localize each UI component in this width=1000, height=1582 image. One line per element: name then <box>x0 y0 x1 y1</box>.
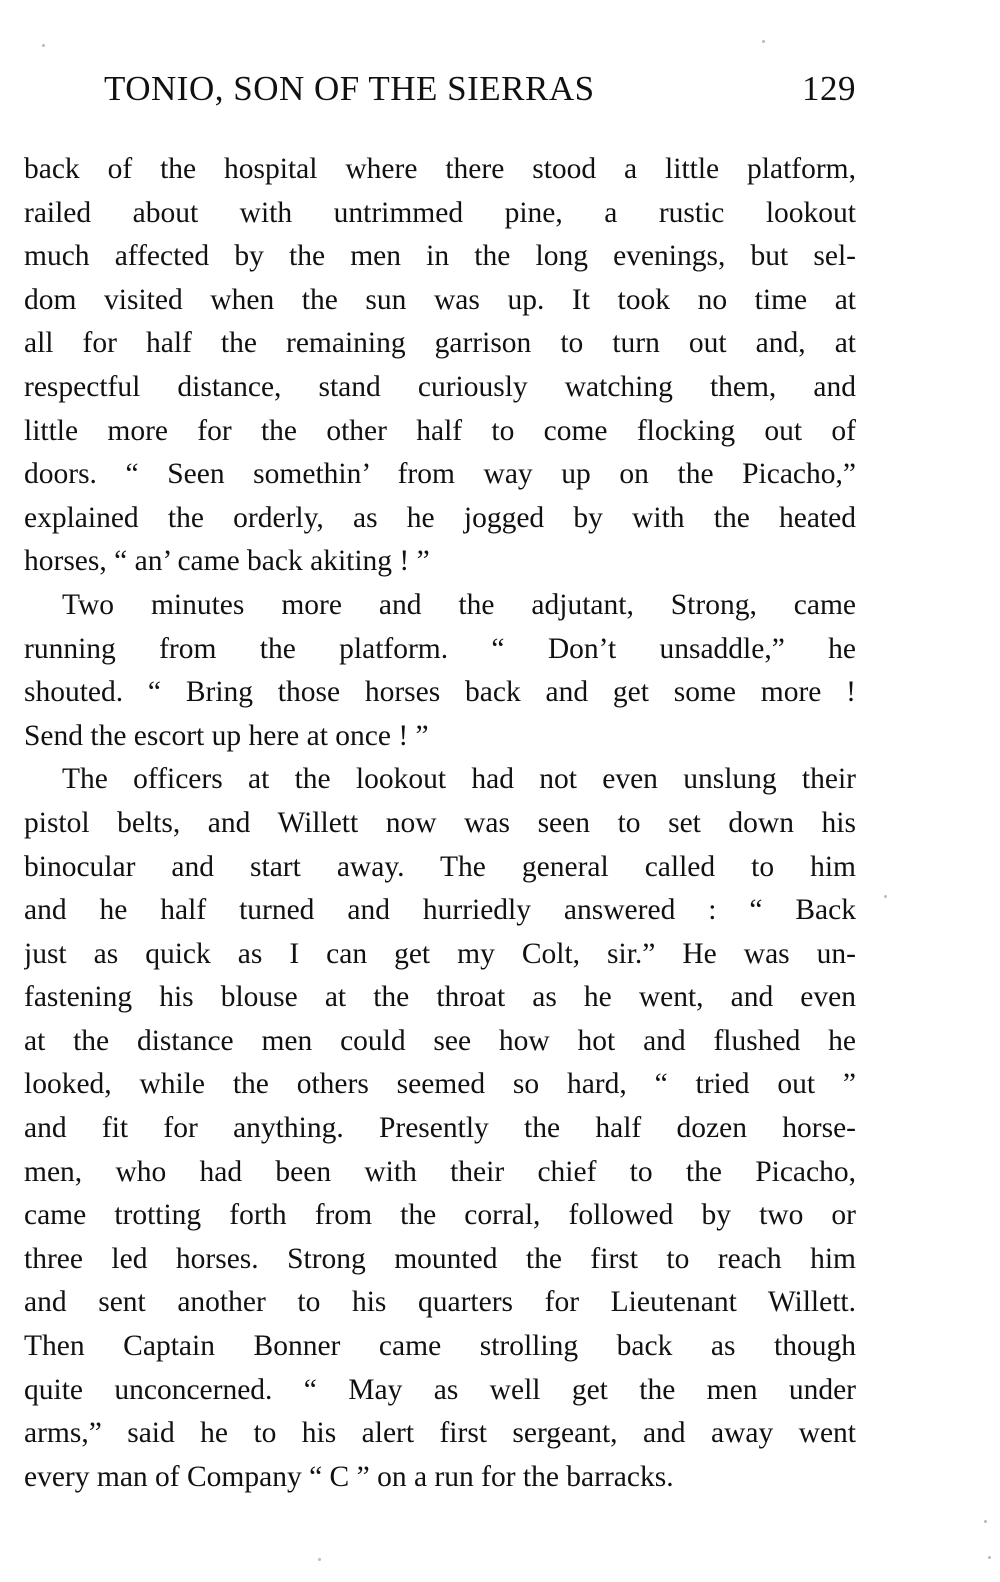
body-text <box>24 148 856 1499</box>
text-line: binocular and start away. The general called to him <box>24 850 856 883</box>
text-line: horses, “ an’ came back akiting ! ” <box>24 545 430 578</box>
scan-speck <box>984 1520 987 1523</box>
text-line: railed about with untrimmed pine, a rustic lookout <box>24 196 856 229</box>
text-line: and sent another to his quarters for Lieutenant Willett. <box>24 1286 856 1319</box>
scan-speck <box>884 895 887 898</box>
text-line: doors. “ Seen somethin’ from way up on the Picacho,” <box>24 458 856 491</box>
text-line: three led horses. Strong mounted the first to reach him <box>24 1242 856 1275</box>
text-line: at the distance men could see how hot and flushed he <box>24 1024 856 1057</box>
text-line: fastening his blouse at the throat as he went, and even <box>24 981 856 1014</box>
text-line: respectful distance, stand curiously watching them, and <box>24 370 856 403</box>
text-line: just as quick as I can get my Colt, sir.” He was un- <box>24 937 856 970</box>
text-line: much affected by the men in the long evenings, but sel- <box>24 240 856 273</box>
text-line: arms,” said he to his alert first sergeant, and away went <box>24 1417 856 1450</box>
text-line: running from the platform. “ Don’t unsaddle,” he <box>24 632 856 665</box>
text-line: quite unconcerned. “ May as well get the men under <box>24 1373 856 1406</box>
paragraph <box>24 148 856 584</box>
text-line: Send the escort up here at once ! ” <box>24 719 429 752</box>
text-line: and he half turned and hurriedly answered : “ Back <box>24 894 856 927</box>
scan-speck <box>42 44 45 47</box>
text-line: shouted. “ Bring those horses back and get some more ! <box>24 676 856 709</box>
text-line: explained the orderly, as he jogged by with the heated <box>24 501 856 534</box>
text-line: men, who had been with their chief to the Picacho, <box>24 1155 856 1188</box>
paragraph <box>24 758 856 1499</box>
text-line: Then Captain Bonner came strolling back as though <box>24 1330 856 1363</box>
text-line: back of the hospital where there stood a little platform, <box>24 153 856 185</box>
text-line: Two minutes more and the adjutant, Strong, came <box>62 588 856 621</box>
text-line: little more for the other half to come flocking out of <box>24 414 856 447</box>
text-line: came trotting forth from the corral, followed by two or <box>24 1199 856 1232</box>
scan-speck <box>988 1556 991 1559</box>
running-title: TONIO, SON OF THE SIERRAS <box>104 69 595 108</box>
scan-speck <box>762 40 765 43</box>
text-line: pistol belts, and Willett now was seen to set down his <box>24 806 856 839</box>
text-line: every man of Company “ C ” on a run for the barracks. <box>24 1460 674 1493</box>
running-head <box>104 66 856 112</box>
paragraph <box>24 584 856 758</box>
page-number: 129 <box>802 69 856 108</box>
text-line: dom visited when the sun was up. It took no time at <box>24 283 856 316</box>
text-line: and fit for anything. Presently the half dozen horse- <box>24 1112 856 1145</box>
text-line: looked, while the others seemed so hard, “ tried out ” <box>24 1068 856 1101</box>
text-line: The officers at the lookout had not even unslung their <box>62 763 856 796</box>
scan-speck <box>318 1558 321 1561</box>
text-line: all for half the remaining garrison to turn out and, at <box>24 327 856 360</box>
